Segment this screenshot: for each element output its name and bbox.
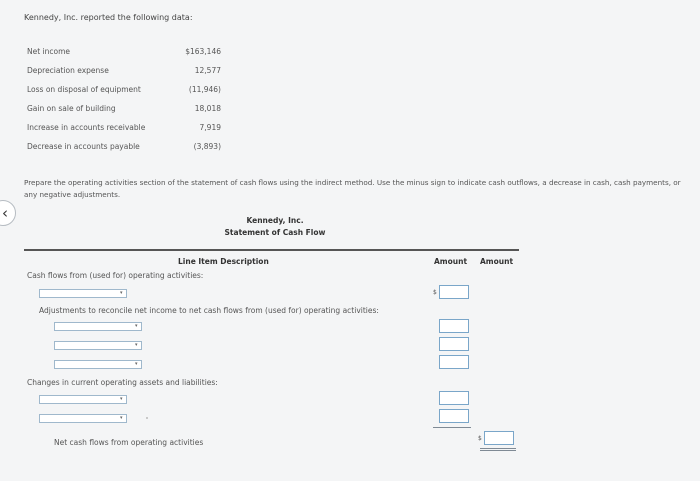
amount-input[interactable]: [439, 409, 469, 423]
back-button[interactable]: [0, 200, 16, 226]
amount-input[interactable]: [439, 355, 469, 369]
subtotal-rule: [433, 427, 471, 428]
col-line-item-header: Line Item Description: [178, 257, 269, 266]
amount-input[interactable]: [439, 285, 469, 299]
data-row: [27, 66, 227, 80]
change-dropdown[interactable]: [39, 414, 127, 423]
dropdown-arrow-icon: ▾: [120, 415, 123, 421]
instructions-text: Prepare the operating activities section of the statement of cash flows using the indirect method. Use the minus sign to indicate cash outflows, a decrease in cash, cash payments, or any negative adjustments.: [24, 178, 681, 199]
adjustment-dropdown[interactable]: [54, 322, 142, 331]
data-row: [27, 47, 227, 61]
operating-activities-label: Cash flows from (used for) operating activities:: [27, 271, 204, 280]
changes-label: Changes in current operating assets and liabilities:: [27, 378, 218, 387]
dollar-sign: $: [478, 435, 482, 442]
company-name: Kennedy, Inc.: [246, 216, 304, 225]
data-row-value: 7,919: [199, 123, 221, 132]
data-row: [27, 142, 227, 156]
data-row: [27, 104, 227, 118]
data-row-label: Net income: [27, 47, 71, 56]
data-row: [27, 123, 227, 137]
amount-input[interactable]: [439, 319, 469, 333]
separator-dot: [146, 417, 148, 419]
intro-text: Kennedy, Inc. reported the following data:: [24, 13, 193, 22]
dropdown-arrow-icon: ▾: [120, 396, 123, 402]
data-row-value: 18,018: [194, 104, 221, 113]
data-row-label: Decrease in accounts payable: [27, 142, 140, 151]
data-row-value: (3,893): [193, 142, 221, 151]
data-row-value: $163,146: [185, 47, 221, 56]
change-dropdown[interactable]: [39, 395, 127, 404]
total-double-rule: [480, 448, 516, 451]
net-cash-flows-label: Net cash flows from operating activities: [54, 438, 204, 447]
data-row-label: Loss on disposal of equipment: [27, 85, 141, 94]
data-row-value: 12,577: [194, 66, 221, 75]
data-row-label: Depreciation expense: [27, 66, 109, 75]
header-rule: [24, 249, 519, 251]
dropdown-arrow-icon: ▾: [135, 342, 138, 348]
line-item-dropdown[interactable]: [39, 289, 127, 298]
dropdown-arrow-icon: ▾: [120, 290, 123, 296]
dropdown-arrow-icon: ▾: [135, 323, 138, 329]
statement-title: Statement of Cash Flow: [224, 228, 326, 237]
adjustment-dropdown[interactable]: [54, 360, 142, 369]
data-row-value: (11,946): [188, 85, 221, 94]
data-row-label: Increase in accounts receivable: [27, 123, 146, 132]
col-amount-header: Amount: [434, 257, 468, 266]
data-row: [27, 85, 227, 99]
chevron-left-icon: ‹: [2, 204, 8, 222]
net-amount-input[interactable]: [484, 431, 514, 445]
amount-input[interactable]: [439, 337, 469, 351]
dropdown-arrow-icon: ▾: [135, 361, 138, 367]
col-amount-header: Amount: [480, 257, 514, 266]
adjustment-dropdown[interactable]: [54, 341, 142, 350]
adjustments-label: Adjustments to reconcile net income to net cash flows from (used for) operating activities:: [39, 306, 379, 315]
amount-input[interactable]: [439, 391, 469, 405]
data-row-label: Gain on sale of building: [27, 104, 116, 113]
dollar-sign: $: [433, 289, 437, 296]
